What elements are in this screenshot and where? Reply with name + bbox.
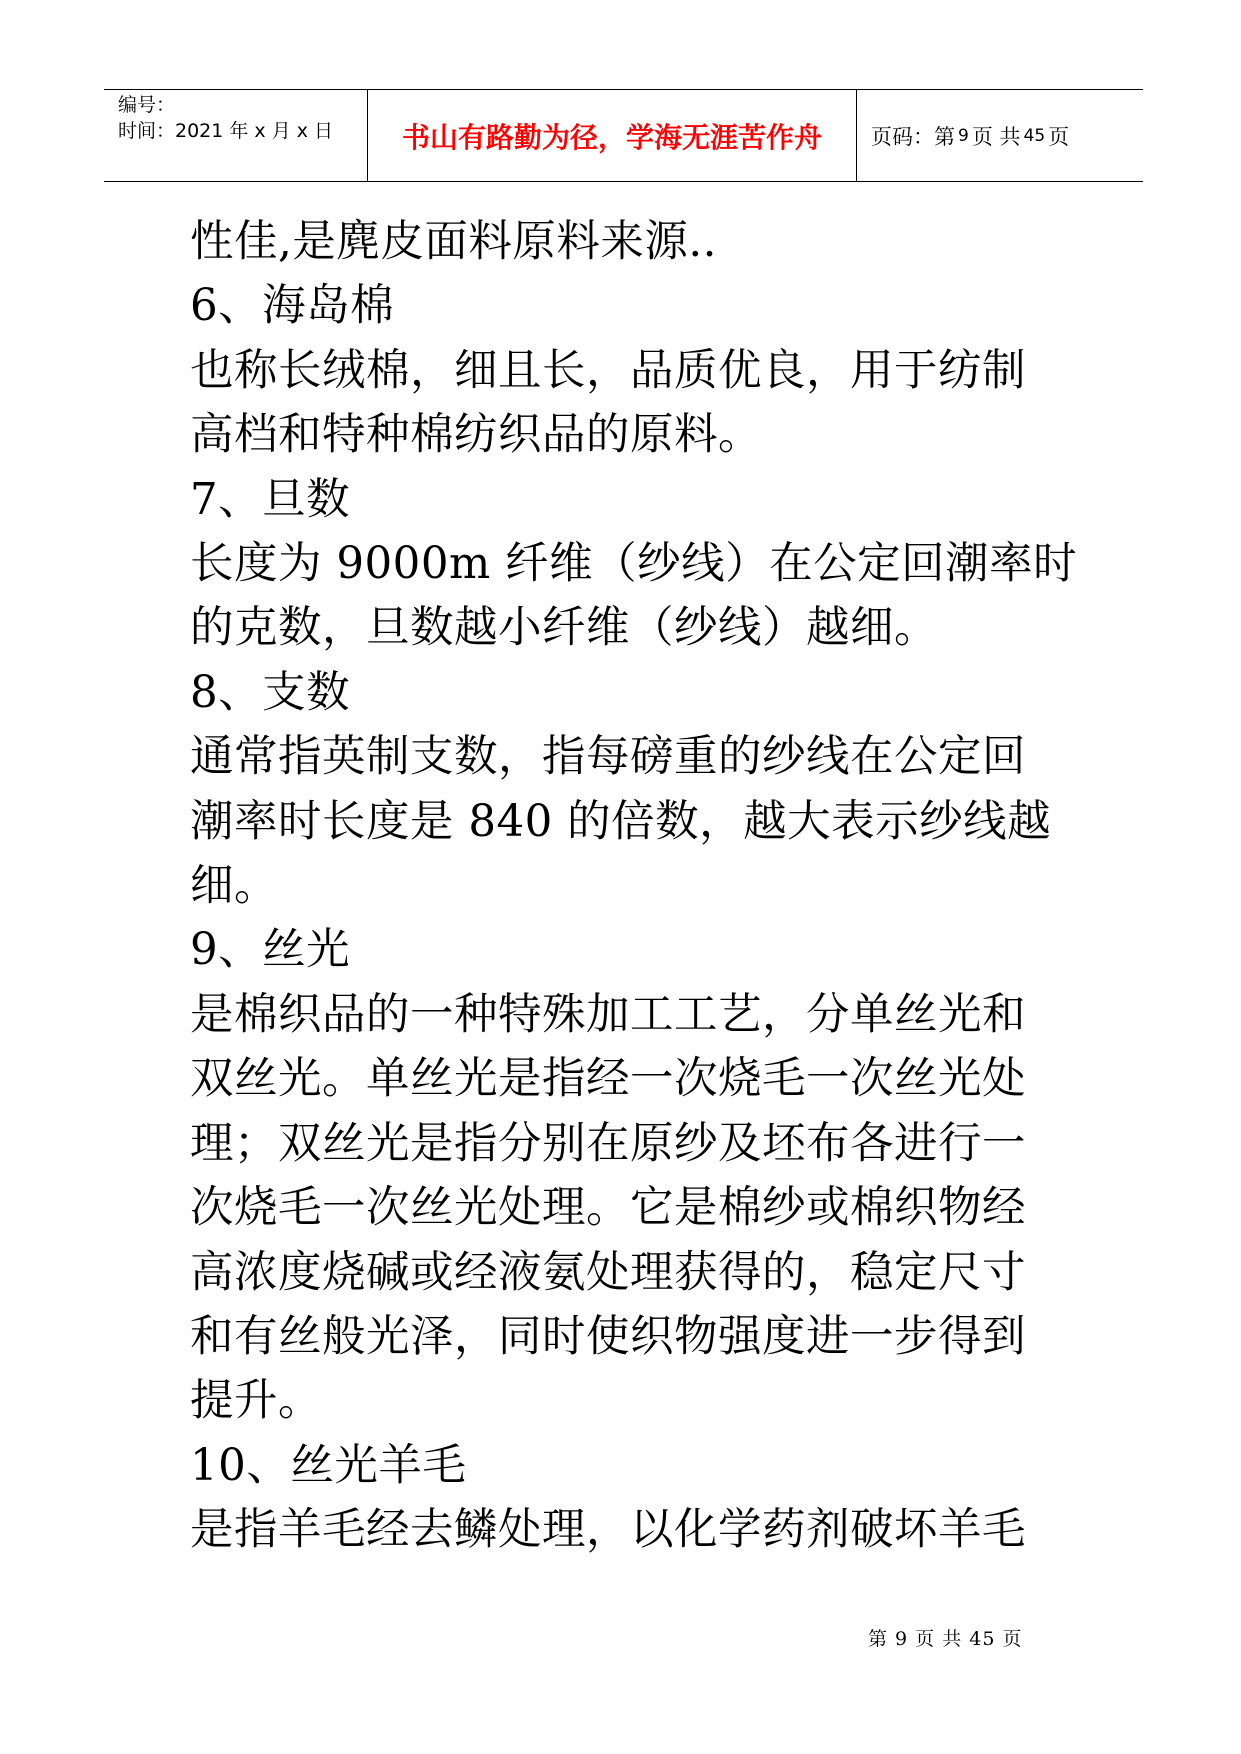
body-line: 细。 [190,861,278,912]
header-page-info [857,90,1143,181]
body-line: 高浓度烧碱或经液氨处理获得的，稳定尺寸 [190,1247,1026,1298]
section-heading: 10、丝光羊毛 [190,1440,467,1491]
section-heading: 7、旦数 [190,474,351,525]
document-body [190,210,1078,1563]
time-label: 时间：2021 年 x 月 x 日 [118,120,334,142]
page-header [104,89,1143,182]
body-line: 次烧毛一次丝光处理。它是棉纱或棉织物经 [190,1183,1026,1234]
header-motto: 书山有路勤为径，学海无涯苦作舟 [368,90,857,181]
body-line: 也称长绒棉，细且长，品质优良，用于纺制 [190,345,1026,396]
page-mid: 页 共 [971,124,1021,149]
body-line: 理；双丝光是指分别在原纱及坯布各进行一 [190,1118,1026,1169]
body-line: 是棉织品的一种特殊加工工艺，分单丝光和 [190,989,1026,1040]
number-label: 编号： [118,94,176,116]
page-number: 9 [958,125,969,146]
body-line: 通常指英制支数，指每磅重的纱线在公定回 [190,732,1026,783]
page-prefix: 页码：第 [871,124,955,149]
body-line: 双丝光。单丝光是指经一次烧毛一次丝光处 [190,1054,1026,1105]
section-heading: 8、支数 [190,667,351,718]
body-line: 和有丝般光泽，同时使织物强度进一步得到 [190,1311,1026,1362]
body-line: 潮率时长度是 840 的倍数，越大表示纱线越 [190,796,1052,847]
page-total: 45 [1023,125,1046,146]
header-meta [104,90,368,181]
body-line: 的克数，旦数越小纤维（纱线）越细。 [190,603,938,654]
body-line: 高档和特种棉纺织品的原料。 [190,410,762,461]
section-heading: 9、丝光 [190,925,351,976]
section-heading: 6、海岛棉 [190,281,395,332]
page-footer: 第 9 页 共 45 页 [868,1628,1023,1650]
page-suffix: 页 [1048,124,1070,149]
body-line: 提升。 [190,1376,322,1427]
body-line: 性佳,是麂皮面料原料来源.. [190,217,717,267]
body-line: 是指羊毛经去鳞处理，以化学药剂破坏羊毛 [190,1505,1026,1556]
body-line: 长度为 9000m 纤维（纱线）在公定回潮率时 [190,539,1078,590]
